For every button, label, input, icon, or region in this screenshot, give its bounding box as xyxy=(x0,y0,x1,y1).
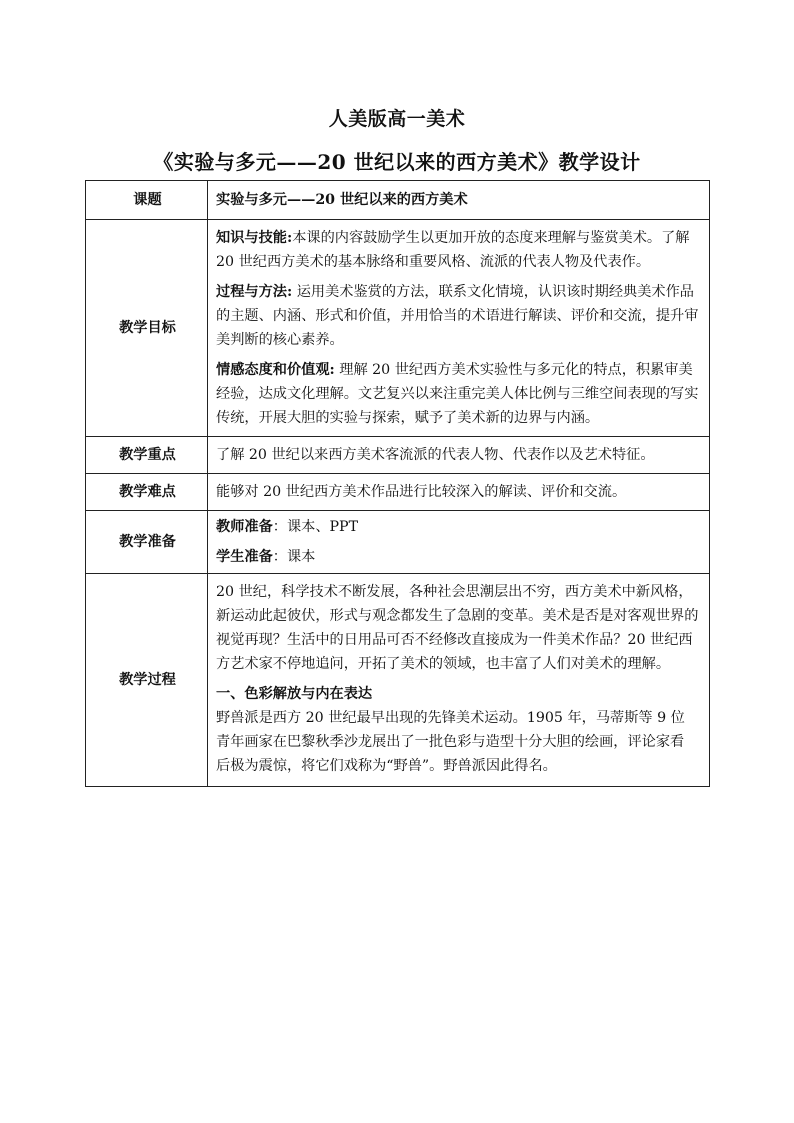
row-objectives xyxy=(86,220,710,437)
difficulties-value: 能够对 20 世纪西方美术作品进行比较深入的解读、评价和交流。 xyxy=(208,474,710,511)
topic-label: 课题 xyxy=(86,181,208,220)
knowledge-heading: 知识与技能: xyxy=(216,230,293,246)
topic-value: 实验与多元——20 世纪以来的西方美术 xyxy=(208,181,710,220)
row-topic xyxy=(86,181,710,220)
preparation-label: 教学准备 xyxy=(86,511,208,574)
row-key-points xyxy=(86,437,710,474)
row-preparation xyxy=(86,511,710,574)
row-difficulties xyxy=(86,474,710,511)
process-label: 教学过程 xyxy=(86,574,208,787)
knowledge-text: 本课的内容鼓励学生以更加开放的态度来理解与鉴赏美术。了解 20 世纪西方美术的基本脉络和重要风格、流派的代表人物及代表作。 xyxy=(216,230,690,270)
objectives-content xyxy=(208,220,710,437)
objective-knowledge xyxy=(216,226,703,274)
section1-title: 一、色彩解放与内在表达 xyxy=(216,686,373,702)
student-text: ：课本 xyxy=(272,549,316,565)
key-points-value: 了解 20 世纪以来西方美术客流派的代表人物、代表作以及艺术特征。 xyxy=(208,437,710,474)
row-process xyxy=(86,574,710,787)
process-content xyxy=(208,574,710,787)
section1-text: 野兽派是西方 20 世纪最早出现的先锋美术运动。1905 年，马蒂斯等 9 位青年画家在巴黎秋季沙龙展出了一批色彩与造型十分大胆的绘画，评论家看后极为震惊，将它们戏称为“野兽”。野兽派因此得名。 xyxy=(216,710,685,774)
teacher-text: ：课本、PPT xyxy=(272,519,359,535)
objective-process xyxy=(216,280,703,352)
process-text: 运用美术鉴赏的方法，联系文化情境，认识该时期经典美术作品的主题、内涵、形式和价值，并用恰当的术语进行解读、评价和交流，提升审美判断的核心素养。 xyxy=(216,284,699,348)
document-title: 《实验与多元——20 世纪以来的西方美术》教学设计 xyxy=(153,150,641,174)
difficulties-label: 教学难点 xyxy=(86,474,208,511)
process-intro: 20 世纪，科学技术不断发展，各种社会思潮层出不穷，西方美术中新风格，新运动此起彼伏，形式与观念都发生了急剧的变革。美术是否是对客观世界的视觉再现？生活中的日用品可否不经修改直接成为一件美术作品？20 世纪西方艺术家不停地追问，开拓了美术的领域，也丰富了人们对美术的理解。 xyxy=(216,584,699,672)
student-heading: 学生准备 xyxy=(216,549,273,565)
page-title: 人美版高一美术 xyxy=(328,108,466,130)
key-points-label: 教学重点 xyxy=(86,437,208,474)
emotion-text: 理解 20 世纪西方美术实验性与多元化的特点，积累审美经验，达成文化理解。文艺复兴以来注重完美人体比例与三维空间表现的写实传统，开展大胆的实验与探索，赋予了美术新的边界与内涵。 xyxy=(216,362,699,426)
preparation-content xyxy=(208,511,710,574)
objective-emotion xyxy=(216,358,703,430)
lesson-plan-table xyxy=(85,180,710,787)
process-heading: 过程与方法: xyxy=(216,284,293,300)
student-preparation xyxy=(216,545,703,569)
teacher-heading: 教师准备 xyxy=(216,519,273,535)
emotion-heading: 情感态度和价值观: xyxy=(216,362,335,378)
teacher-preparation xyxy=(216,515,703,539)
objectives-label: 教学目标 xyxy=(86,220,208,437)
